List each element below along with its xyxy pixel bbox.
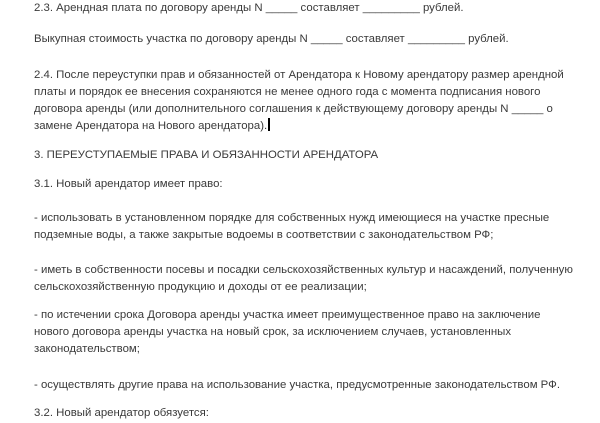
paragraph-buyout-price: Выкупная стоимость участка по договору аренды N _____ составляет _________ рублей. <box>34 33 509 45</box>
list-item-crops-ownership: - иметь в собственности посевы и посадки сельскохозяйственных культур и насаждений, полученную сельскохозяйственную продукцию и доходы от ее реализации; <box>34 264 577 293</box>
list-item-priority-right: - по истечении срока Договора аренды участка имеет преимущественное право на заключение нового договора аренды участка на новый срок, за исключением случаев, установленных законодательством; <box>34 309 544 355</box>
paragraph-3-1: 3.1. Новый арендатор имеет право: <box>34 178 223 190</box>
list-item-water-use: - использовать в установленном порядке для собственных нужд имеющиеся на участке пресные подземные воды, а также закрытые водоемы в соответствии с законодательством РФ; <box>34 212 553 241</box>
section-3-heading: 3. ПЕРЕУСТУПАЕМЫЕ ПРАВА И ОБЯЗАННОСТИ АРЕНДАТОРА <box>34 149 379 161</box>
paragraph-2-4-text: 2.4. После переуступки прав и обязанностей от Арендатора к Новому арендатору размер арендной платы и порядок ее внесения сохраняются не менее одного года с момента подписания нового договора аренды (или дополнительного соглашения к действующему договору аренды N _____ о замене Арендатора на Нового арендатора). <box>34 69 567 132</box>
text-cursor <box>268 118 270 131</box>
paragraph-3-2: 3.2. Новый арендатор обязуется: <box>34 407 209 419</box>
paragraph-2-3: 2.3. Арендная плата по договору аренды N _____ составляет _________ рублей. <box>34 2 464 14</box>
paragraph-2-4 <box>34 67 582 135</box>
list-item-other-rights: - осуществлять другие права на использование участка, предусмотренные законодательством РФ. <box>34 379 560 391</box>
